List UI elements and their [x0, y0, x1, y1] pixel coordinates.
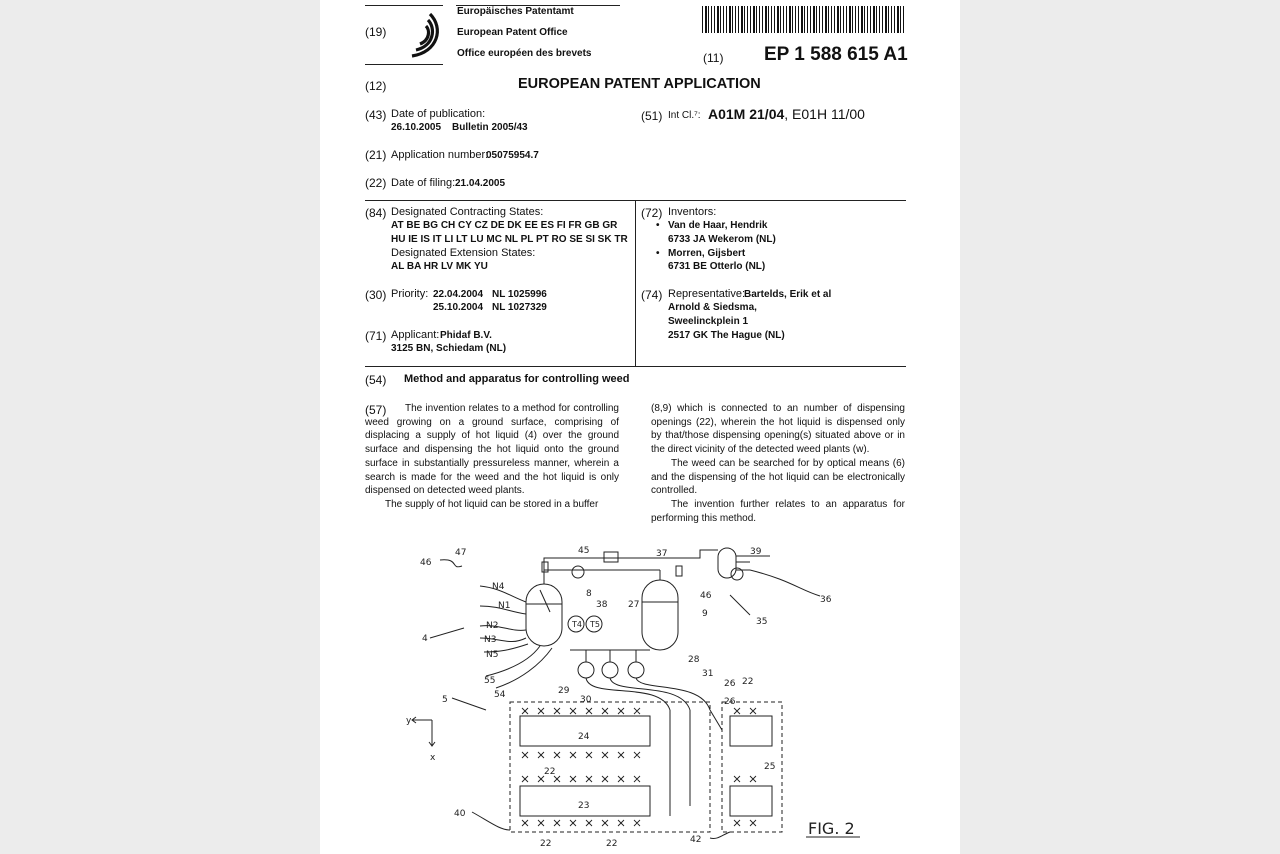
- figure-label: 39: [750, 547, 762, 557]
- document-type: EUROPEAN PATENT APPLICATION: [518, 76, 761, 92]
- figure-label: 31: [702, 669, 714, 679]
- section-rule: [365, 366, 906, 367]
- contracting-states: HU IE IS IT LI LT LU MC NL PL PT RO SE SI SK TR: [391, 234, 628, 245]
- bullet: •: [656, 248, 660, 259]
- priority-date: 25.10.2004: [433, 302, 484, 313]
- figure-label: 37: [656, 549, 668, 559]
- application-number: 05075954.7: [486, 150, 539, 161]
- figure-label: 27: [628, 600, 640, 610]
- figure-label: 45: [578, 546, 590, 556]
- inid-code-19: (19): [365, 25, 387, 39]
- contracting-states: AT BE BG CH CY CZ DE DK EE ES FI FR GB GR: [391, 220, 618, 231]
- figure-label: 22: [742, 677, 754, 687]
- figure-label: 54: [494, 690, 506, 700]
- int-cl-label: Int Cl.⁷:: [668, 110, 701, 121]
- figure-label: 55: [484, 676, 496, 686]
- figure-label: N2: [486, 621, 499, 631]
- buffer-tank-9: [642, 580, 678, 650]
- extension-states: AL BA HR LV MK YU: [391, 261, 488, 272]
- header-rule: [365, 64, 443, 65]
- figure-label: 46: [420, 558, 432, 568]
- patent-page: [320, 0, 960, 854]
- representative-address: 2517 GK The Hague (NL): [668, 330, 785, 341]
- tank-37: [718, 548, 736, 578]
- figure-label: 25: [764, 762, 776, 772]
- column-rule: [635, 200, 636, 366]
- application-number-label: Application number:: [391, 149, 489, 161]
- gauge-47: [572, 566, 584, 578]
- priority-label: Priority:: [391, 288, 429, 300]
- office-name-de: Europäisches Patentamt: [457, 6, 574, 17]
- abstract-paragraph: The invention relates to a method for controlling weed growing on a ground surface, comprising of displacing a supply of hot liquid (4) over the ground surface and dispensing the hot liquid onto the ground surface in substantially pressureless manner, wherein a search is made for the weed and the hot liquid is only dispensed on detected weed plants.: [365, 403, 619, 497]
- abstract-paragraph: (8,9) which is connected to an number of dispensing openings (22), wherein the hot liquid is dispensed only by that/those dispensing opening(s) situated above or in the direct vicinity of the detected weed plants (w).: [651, 403, 905, 456]
- int-cl-main: A01M 21/04: [708, 106, 785, 122]
- inid-code-57: (57): [365, 403, 387, 417]
- int-cl-secondary: , E01H 11/00: [784, 106, 865, 122]
- inventor-name: Van de Haar, Hendrik: [668, 220, 768, 231]
- filing-date: 21.04.2005: [455, 178, 506, 189]
- bulletin-number: Bulletin 2005/43: [452, 122, 528, 133]
- abstract-paragraph: The weed can be searched for by optical means (6) and the dispensing of the hot liquid can be electronically controlled.: [651, 457, 905, 497]
- figure-label: 26: [724, 679, 736, 689]
- office-name-en: European Patent Office: [457, 27, 568, 38]
- epo-logo: [400, 8, 446, 62]
- inid-code-54: (54): [365, 373, 387, 387]
- extension-states-label: Designated Extension States:: [391, 247, 536, 259]
- contracting-states-label: Designated Contracting States:: [391, 206, 544, 218]
- applicant-label: Applicant:: [391, 329, 440, 341]
- dispensing-bar: [730, 786, 772, 816]
- invention-title: Method and apparatus for controlling weed: [404, 373, 630, 385]
- inventor-address: 6733 JA Wekerom (NL): [668, 234, 776, 245]
- figure-label: 22: [544, 767, 556, 777]
- office-name-fr: Office européen des brevets: [457, 48, 592, 59]
- figure-label: N1: [498, 601, 511, 611]
- inid-code-74: (74): [641, 288, 663, 302]
- dispensing-bar: [730, 716, 772, 746]
- abstract-right-column: [651, 402, 905, 525]
- figure-label: 4: [422, 634, 428, 644]
- applicant-address: 3125 BN, Schiedam (NL): [391, 343, 507, 354]
- inid-code-84: (84): [365, 206, 387, 220]
- representative-address: Arnold & Siedsma,: [668, 302, 757, 313]
- pump: [628, 662, 644, 678]
- figure-label: 46: [700, 591, 712, 601]
- pump: [602, 662, 618, 678]
- figure-label: 30: [580, 695, 592, 705]
- figure-label: 9: [702, 609, 708, 619]
- figure-label: 29: [558, 686, 570, 696]
- filing-date-label: Date of filing:: [391, 177, 456, 189]
- figure-label: 22: [540, 839, 552, 849]
- valve-45: [604, 552, 618, 562]
- figure-caption: FIG. 2: [808, 819, 855, 838]
- figure-2-diagram: [400, 540, 880, 854]
- inid-code-22: (22): [365, 176, 387, 190]
- inid-code-51: (51): [641, 109, 663, 123]
- pump: [578, 662, 594, 678]
- publication-date-label: Date of publication:: [391, 108, 486, 120]
- figure-label: 47: [455, 548, 467, 558]
- figure-label: 38: [596, 600, 608, 610]
- bullet: •: [656, 220, 660, 231]
- figure-label: 26: [724, 697, 736, 707]
- representative-address: Sweelinckplein 1: [668, 316, 749, 327]
- inid-code-11: (11): [703, 51, 724, 65]
- priority-number: NL 1025996: [492, 289, 547, 300]
- representative-label: Representative:: [668, 288, 746, 300]
- figure-label: 23: [578, 801, 590, 811]
- figure-label: 5: [442, 695, 448, 705]
- priority-number: NL 1027329: [492, 302, 547, 313]
- inid-code-12: (12): [365, 79, 387, 93]
- abstract-paragraph: The supply of hot liquid can be stored in a buffer: [385, 498, 599, 510]
- inid-code-21: (21): [365, 148, 387, 162]
- figure-label: 42: [690, 835, 702, 845]
- figure-label: 40: [454, 809, 466, 819]
- figure-label: 28: [688, 655, 700, 665]
- header-rule: [365, 5, 443, 6]
- inventor-name: Morren, Gijsbert: [668, 248, 746, 259]
- figure-label: 24: [578, 732, 590, 742]
- applicant-name: Phidaf B.V.: [440, 330, 492, 341]
- figure-label: 22: [606, 839, 618, 849]
- dispensing-frame-5: [510, 702, 710, 832]
- buffer-tank-8: [526, 584, 562, 646]
- int-cl-codes: [708, 106, 865, 122]
- abstract-left-column: [365, 402, 619, 512]
- barcode: [702, 6, 904, 33]
- figure-label: 8: [586, 589, 592, 599]
- representative-name: Bartelds, Erik et al: [744, 289, 832, 300]
- figure-label: x: [430, 753, 436, 763]
- figure-label: 35: [756, 617, 768, 627]
- abstract-paragraph: The invention further relates to an apparatus for performing this method.: [651, 498, 905, 524]
- figure-label: N5: [486, 650, 499, 660]
- inventor-address: 6731 BE Otterlo (NL): [668, 261, 766, 272]
- inid-code-43: (43): [365, 108, 387, 122]
- figure-label: T4: [572, 620, 582, 629]
- figure-label: T5: [590, 620, 600, 629]
- inid-code-30: (30): [365, 288, 387, 302]
- inventors-label: Inventors:: [668, 206, 717, 218]
- publication-date: 26.10.2005: [391, 122, 442, 133]
- figure-label: y: [406, 716, 412, 726]
- figure-label: 36: [820, 595, 832, 605]
- publication-number: EP 1 588 615 A1: [764, 44, 908, 65]
- figure-label: N3: [484, 635, 497, 645]
- inid-code-71: (71): [365, 329, 387, 343]
- figure-label: N4: [492, 582, 505, 592]
- priority-date: 22.04.2004: [433, 289, 484, 300]
- inid-code-72: (72): [641, 206, 663, 220]
